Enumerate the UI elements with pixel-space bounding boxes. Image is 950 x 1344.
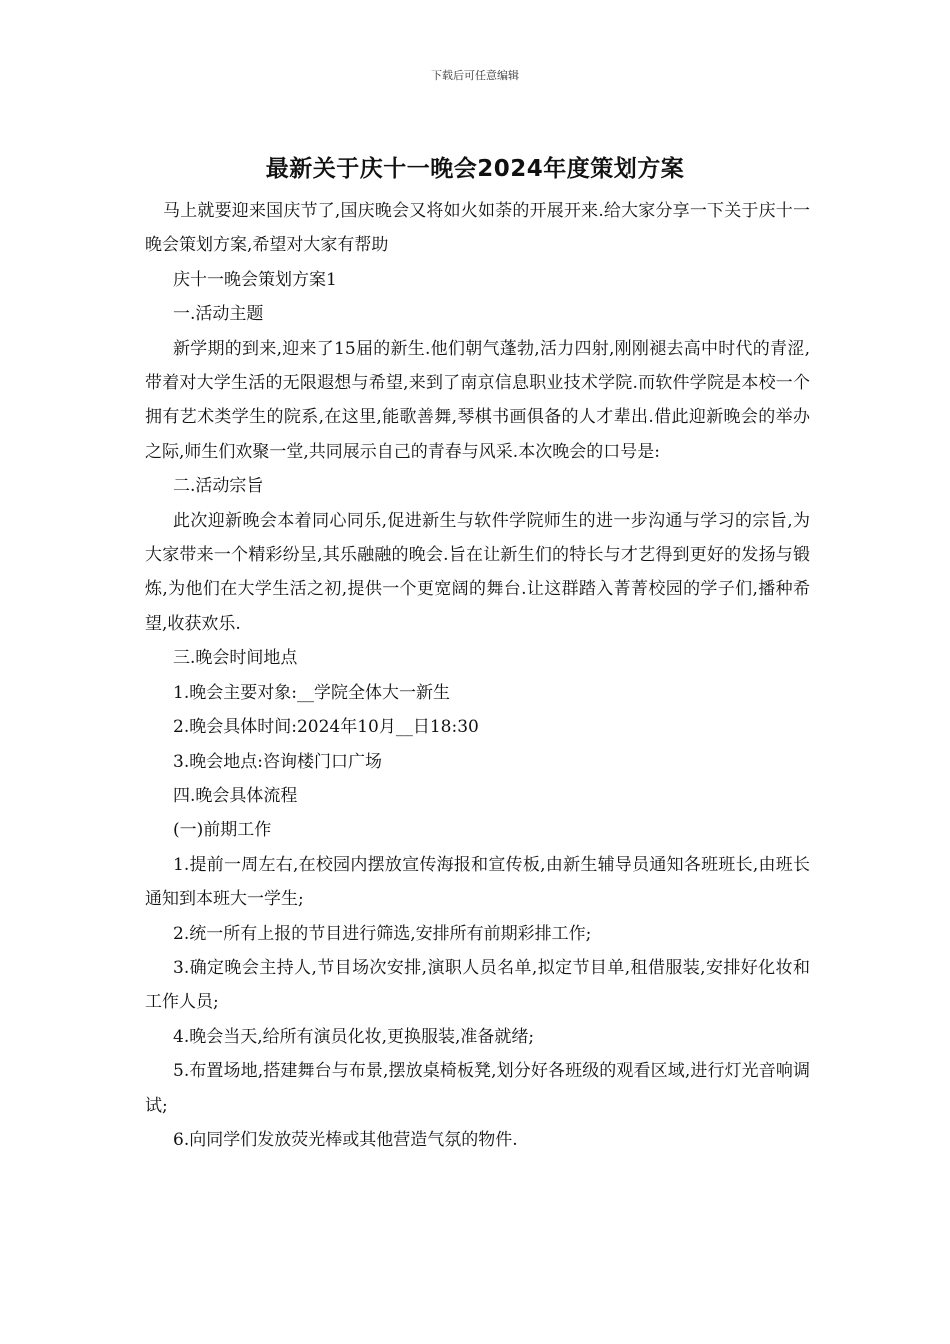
list-item: 1.晚会主要对象:__学院全体大一新生 xyxy=(173,682,450,703)
subsection-heading-prep: (一)前期工作 xyxy=(173,820,272,841)
purpose-paragraph: 此次迎新晚会本着同心同乐,促进新生与软件学院师生的进一步沟通与学习的宗旨,为大家带来一个精彩纷呈,其乐融融的晚会.旨在让新生们的特长与才艺得到更好的发扬与锻炼,为他们在大学生活之初,提供一个更宽阔的舞台.让这群踏入菁菁校园的学子们,播种希望,收获欢乐. xyxy=(145,510,810,634)
section-heading-purpose: 二.活动宗旨 xyxy=(173,476,264,497)
section-heading-plan: 庆十一晚会策划方案1 xyxy=(173,269,337,290)
header-note: 下载后可任意编辑 xyxy=(431,69,519,82)
list-item: 2.晚会具体时间:2024年10月__日18:30 xyxy=(173,717,479,738)
document-title: 最新关于庆十一晚会2024年度策划方案 xyxy=(265,156,685,182)
section-heading-time-place: 三.晚会时间地点 xyxy=(173,648,298,669)
section-heading-theme: 一.活动主题 xyxy=(173,304,264,325)
list-item: 3.晚会地点:咨询楼门口广场 xyxy=(173,751,382,772)
list-item: 2.统一所有上报的节目进行筛选,安排所有前期彩排工作; xyxy=(173,923,592,944)
list-item: 3.确定晚会主持人,节目场次安排,演职人员名单,拟定节目单,租借服装,安排好化妆和工作人员; xyxy=(145,957,810,1013)
list-item: 5.布置场地,搭建舞台与布景,摆放桌椅板凳,划分好各班级的观看区域,进行灯光音响调试; xyxy=(145,1061,810,1116)
intro-paragraph: 马上就要迎来国庆节了,国庆晚会又将如火如荼的开展开来.给大家分享一下关于庆十一晚会策划方案,希望对大家有帮助 xyxy=(145,201,810,256)
list-item: 1.提前一周左右,在校园内摆放宣传海报和宣传板,由新生辅导员通知各班班长,由班长通知到本班大一学生; xyxy=(145,854,810,910)
section-heading-process: 四.晚会具体流程 xyxy=(173,785,298,806)
list-item: 4.晚会当天,给所有演员化妆,更换服装,准备就绪; xyxy=(173,1026,535,1047)
list-item: 6.向同学们发放荧光棒或其他营造气氛的物件. xyxy=(173,1129,518,1150)
document-body xyxy=(145,194,810,1157)
theme-paragraph: 新学期的到来,迎来了15届的新生.他们朝气蓬勃,活力四射,刚刚褪去高中时代的青涩,带着对大学生活的无限遐想与希望,来到了南京信息职业技术学院.而软件学院是本校一个拥有艺术类学生的院系,在这里,能歌善舞,琴棋书画俱备的人才辈出.借此迎新晚会的举办之际,师生们欢聚一堂,共同展示自己的青春与风采.本次晚会的口号是: xyxy=(145,338,810,462)
